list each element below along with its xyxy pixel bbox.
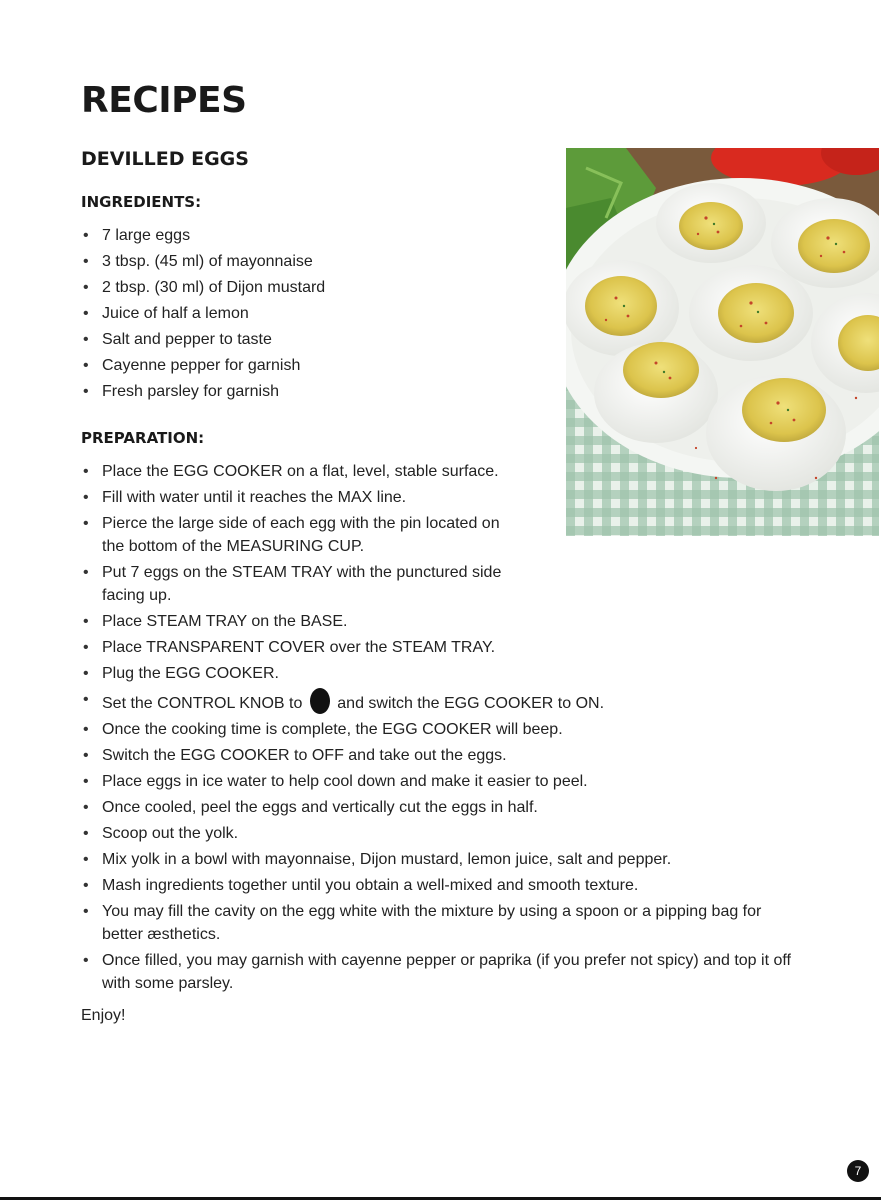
preparation-step: • Plug the EGG COOKER.	[81, 662, 801, 685]
ingredient-item: • Fresh parsley for garnish	[81, 380, 521, 403]
bottom-rule	[0, 1197, 881, 1200]
ingredient-item: • Juice of half a lemon	[81, 302, 521, 325]
closing-text: Enjoy!	[81, 1007, 126, 1024]
preparation-steps-list	[81, 460, 801, 998]
preparation-heading: PREPARATION:	[81, 429, 205, 447]
ingredient-item: • Cayenne pepper for garnish	[81, 354, 521, 377]
preparation-step: • Once cooled, peel the eggs and vertically cut the eggs in half.	[81, 796, 801, 819]
ingredients-heading: INGREDIENTS:	[81, 193, 202, 211]
ingredient-item: • 3 tbsp. (45 ml) of mayonnaise	[81, 250, 521, 273]
preparation-step: • Place the EGG COOKER on a flat, level, stable surface.	[81, 460, 522, 483]
preparation-step: • Mash ingredients together until you obtain a well-mixed and smooth texture.	[81, 874, 801, 897]
preparation-step: • Place eggs in ice water to help cool down and make it easier to peel.	[81, 770, 801, 793]
recipe-title: DEVILLED EGGS	[81, 148, 249, 170]
preparation-step: • Fill with water until it reaches the MAX line.	[81, 486, 522, 509]
step-text-after-icon: and switch the EGG COOKER to ON.	[337, 695, 605, 712]
preparation-step: • Once filled, you may garnish with cayenne pepper or paprika (if you prefer not spicy) and top it off with some parsley.	[81, 949, 801, 995]
preparation-step: • Once the cooking time is complete, the EGG COOKER will beep.	[81, 718, 801, 741]
preparation-step: • Place STEAM TRAY on the BASE.	[81, 610, 801, 633]
preparation-step	[81, 688, 801, 715]
preparation-step: • Place TRANSPARENT COVER over the STEAM TRAY.	[81, 636, 801, 659]
preparation-step: • Put 7 eggs on the STEAM TRAY with the punctured side facing up.	[81, 561, 522, 607]
ingredient-item: • 7 large eggs	[81, 224, 521, 247]
ingredient-item: • Salt and pepper to taste	[81, 328, 521, 351]
devilled-eggs-photo	[566, 148, 879, 536]
step-text-before-icon: Set the CONTROL KNOB to	[102, 695, 303, 712]
ingredient-item: • 2 tbsp. (30 ml) of Dijon mustard	[81, 276, 521, 299]
ingredients-list	[81, 224, 521, 406]
preparation-step: • Pierce the large side of each egg with the pin located on the bottom of the MEASURING CUP.	[81, 512, 522, 558]
egg-setting-icon	[310, 688, 330, 714]
preparation-step: • You may fill the cavity on the egg white with the mixture by using a spoon or a pipping bag for better æsthetics.	[81, 900, 801, 946]
page-title: RECIPES	[81, 80, 247, 121]
preparation-step: • Mix yolk in a bowl with mayonnaise, Dijon mustard, lemon juice, salt and pepper.	[81, 848, 801, 871]
page-number-badge: 7	[847, 1160, 869, 1182]
preparation-step: • Scoop out the yolk.	[81, 822, 801, 845]
preparation-step: • Switch the EGG COOKER to OFF and take out the eggs.	[81, 744, 801, 767]
